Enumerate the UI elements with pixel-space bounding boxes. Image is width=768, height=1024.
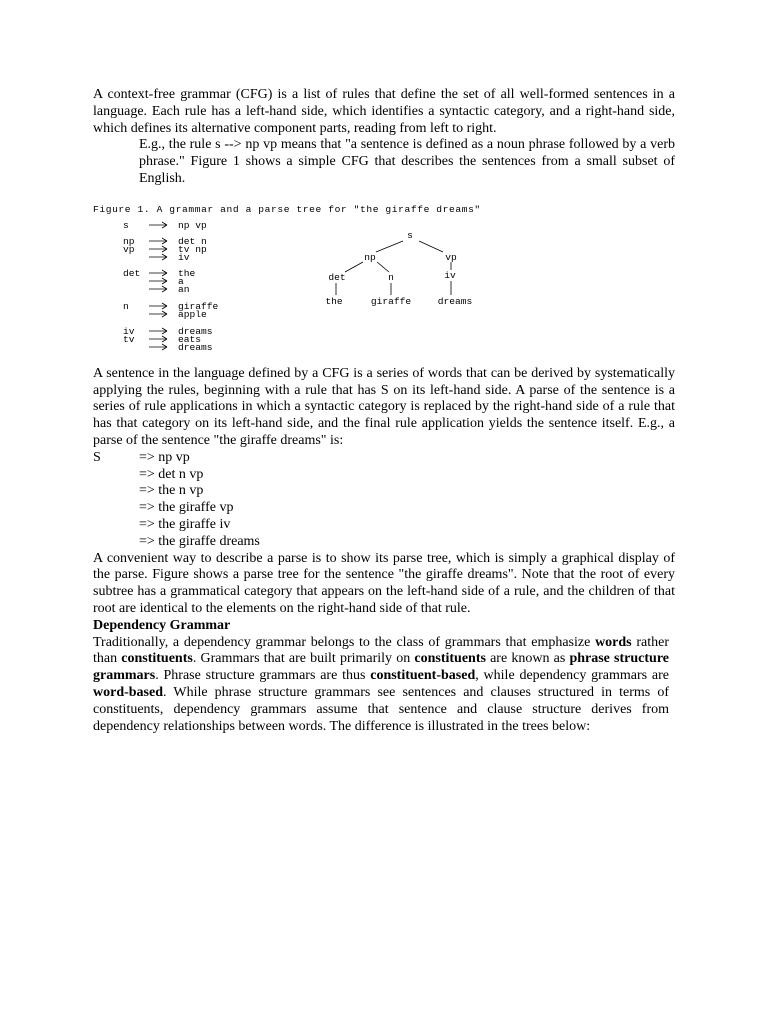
rule-rhs: a bbox=[178, 275, 184, 287]
text-run: rather than bbox=[93, 634, 669, 667]
rule-arrow-head bbox=[162, 273, 167, 276]
rule-arrow-head bbox=[162, 238, 167, 241]
text-run: . Grammars that are built primarily on bbox=[192, 651, 415, 667]
tree-edge bbox=[377, 262, 389, 272]
rule-arrow-head bbox=[162, 331, 167, 334]
derivation bbox=[93, 450, 675, 551]
parse-paragraph: A sentence in the language defined by a CFG is a series of words that can be derived by systematically applying the rules, beginning with a rule that has S on its left-hand side. A parse of the sentence is a series of rule applications in which a syntactic category is replaced by the right-hand side of a rule that has that category on its left-hand side, and the final rule application yields the sentence itself. E.g., a parse of the sentence "the giraffe dreams" is: bbox=[93, 365, 675, 448]
rule-arrow-head bbox=[162, 328, 167, 331]
tree-node-det: det bbox=[328, 271, 346, 283]
derivation-step: => the giraffe vp bbox=[139, 500, 234, 516]
rule-arrow-head bbox=[162, 347, 167, 350]
rule-lhs: s bbox=[123, 219, 129, 231]
rule-arrow-head bbox=[162, 344, 167, 347]
rule-arrow-head bbox=[162, 311, 167, 314]
rule-rhs: dreams bbox=[178, 341, 213, 353]
rule-arrow-head bbox=[162, 314, 167, 317]
tree-node-s: s bbox=[407, 229, 413, 241]
section-heading: Dependency Grammar bbox=[93, 617, 231, 633]
tree-leaf-giraffe: giraffe bbox=[370, 295, 412, 307]
derivation-step: => the n vp bbox=[139, 483, 204, 499]
rule-lhs: tv bbox=[123, 333, 135, 345]
rule-lhs: iv bbox=[123, 325, 135, 337]
rule-arrow-head bbox=[162, 339, 167, 342]
rule-arrow-head bbox=[162, 249, 167, 252]
rule-rhs: giraffe bbox=[178, 300, 219, 312]
text-run: , while dependency grammars are bbox=[475, 668, 669, 684]
derivation-step: => np vp bbox=[139, 449, 190, 465]
dependency-paragraph bbox=[93, 635, 669, 736]
rule-arrow-head bbox=[162, 278, 167, 281]
rule-rhs: np vp bbox=[178, 219, 207, 231]
rule-arrow-head bbox=[162, 222, 167, 225]
tree-node-np: np bbox=[364, 251, 376, 263]
parse-tree-paragraph: A convenient way to describe a parse is to show its parse tree, which is simply a graphical display of the parse. Figure shows a parse tree for the sentence "the giraffe dreams". Note that the root of every subtree has a grammatical category that appears on the left-hand side of a rule, and the children of that root are identical to the elements on the right-hand side of that rule. bbox=[93, 550, 675, 616]
rule-arrow-head bbox=[162, 246, 167, 249]
rule-arrow-head bbox=[162, 257, 167, 260]
intro-paragraph: A context-free grammar (CFG) is a list of rules that define the set of all well-formed sentences in a language. Each rule has a left-hand side, which identifies a syntactic category, and a right-hand side, which defines its alternative component parts, reading from left to right. bbox=[93, 87, 675, 136]
derivation-start: S bbox=[93, 449, 101, 465]
text-run: . While phrase structure grammars see sentences and clauses structured in terms of constituents, dependency grammars assume that sentence and clause structure derives from dependency relationships between words. The difference is illustrated in the trees below: bbox=[93, 684, 669, 734]
bold-term: phrase structure grammars bbox=[93, 651, 669, 684]
rule-arrow-head bbox=[162, 303, 167, 306]
tree-node-vp: vp bbox=[445, 251, 457, 263]
figure-1 bbox=[93, 216, 675, 366]
text-run: . Phrase structure grammars are thus bbox=[155, 668, 371, 684]
rule-rhs: the bbox=[178, 267, 196, 279]
text-run: Traditionally, a dependency grammar belongs to the class of grammars that emphasize bbox=[93, 634, 596, 650]
figure-caption: Figure 1. A grammar and a parse tree for "the giraffe dreams" bbox=[93, 203, 481, 215]
rule-lhs: n bbox=[123, 300, 129, 312]
rule-lhs: np bbox=[123, 235, 135, 247]
bold-term: constituents bbox=[414, 651, 486, 667]
document-page bbox=[93, 87, 675, 735]
derivation-step: => det n vp bbox=[139, 466, 204, 482]
tree-edge bbox=[376, 241, 403, 252]
bold-term: constituent-based bbox=[370, 668, 476, 684]
rule-rhs: eats bbox=[178, 333, 202, 345]
rule-arrow-head bbox=[162, 336, 167, 339]
derivation-step: => the giraffe iv bbox=[139, 516, 231, 532]
example-paragraph: E.g., the rule s --> np vp means that "a sentence is defined as a noun phrase followed by a verb phrase." Figure 1 shows a simple CFG that describes the sentences from a small subset of English. bbox=[139, 137, 675, 186]
rule-arrow-head bbox=[162, 254, 167, 257]
rule-lhs: vp bbox=[123, 243, 135, 255]
tree-leaf-the: the bbox=[325, 295, 343, 307]
tree-leaf-dreams: dreams bbox=[437, 295, 473, 307]
grammar-figure-svg bbox=[93, 216, 675, 366]
bold-term: words bbox=[595, 634, 632, 650]
rule-arrow-head bbox=[162, 270, 167, 273]
derivation-step: => the giraffe dreams bbox=[139, 533, 260, 549]
tree-edge bbox=[345, 262, 363, 272]
rule-arrow-head bbox=[162, 225, 167, 228]
tree-node-n: n bbox=[388, 271, 394, 283]
bold-term: word-based bbox=[93, 684, 164, 700]
rule-rhs: det n bbox=[178, 235, 207, 247]
rule-arrow-head bbox=[162, 289, 167, 292]
text-run: are known as bbox=[485, 651, 570, 667]
rule-rhs: iv bbox=[178, 251, 190, 263]
rule-arrow-head bbox=[162, 241, 167, 244]
tree-node-iv: iv bbox=[444, 269, 456, 281]
rule-lhs: det bbox=[123, 267, 141, 279]
rule-arrow-head bbox=[162, 306, 167, 309]
rule-rhs: dreams bbox=[178, 325, 213, 337]
rule-rhs: apple bbox=[178, 308, 207, 320]
rule-rhs: an bbox=[178, 283, 190, 295]
rule-arrow-head bbox=[162, 286, 167, 289]
rule-arrow-head bbox=[162, 281, 167, 284]
tree-edge bbox=[419, 241, 443, 252]
rule-rhs: tv np bbox=[178, 243, 207, 255]
bold-term: constituents bbox=[121, 651, 193, 667]
